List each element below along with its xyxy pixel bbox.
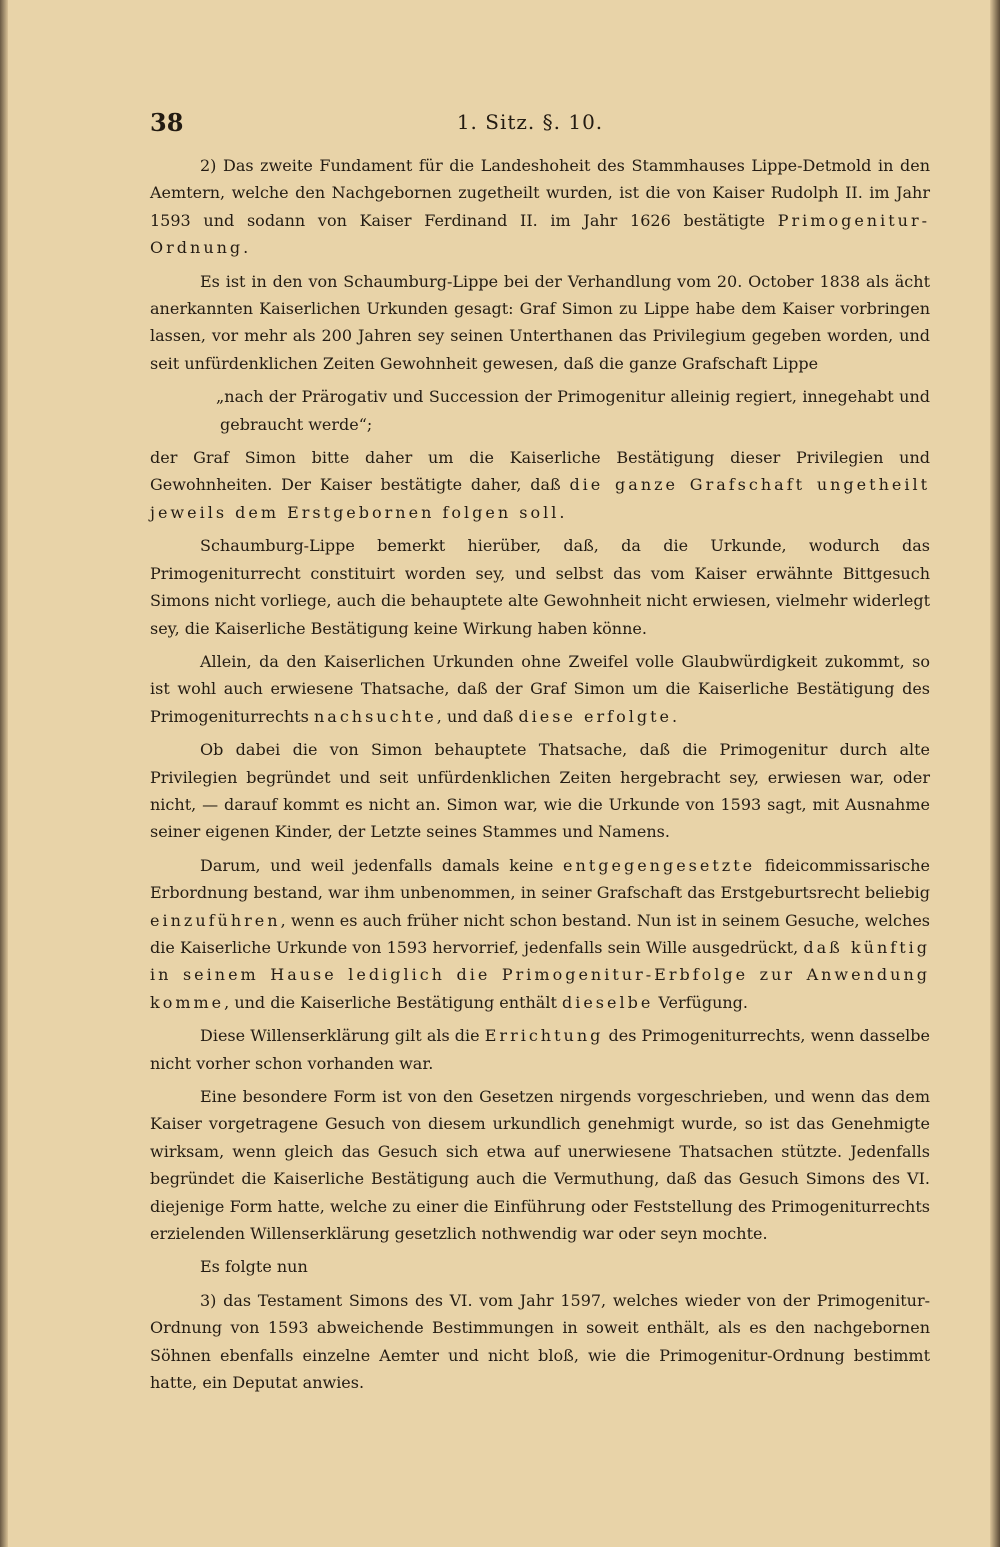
spaced-emphasis: Primogenitur-Ordnung [150,210,930,258]
text-segment: der Graf Simon bitte daher um die Kaiserliche Bestätigung dieser Privilegien und Gewohnheiten. Der Kaiser bestätigte daher, daß [150,448,930,495]
text-segment: 2) Das zweite Fundament für die Landeshoheit des Stammhauses Lippe-Detmold in den Aemtern, welche den Nachgebornen zugetheilt wurden, ist die von Kaiser Rudolph II. im Jahr 1593 und sodann von Kaiser Ferdinand II. im Jahr 1626 bestätigte [150,156,930,230]
spaced-emphasis: einzuführen [150,910,281,930]
text-segment: . [559,502,565,522]
spaced-emphasis: entgegengesetzte [563,855,756,875]
spaced-emphasis: nachsuchte [313,706,437,726]
paragraph-2 [150,268,930,378]
body-text [150,152,930,1402]
paragraph-9 [150,1022,930,1077]
spaced-emphasis: diese erfolgte [518,706,672,726]
spaced-emphasis: dieselbe [561,992,654,1012]
text-segment: Es ist in den von Schaumburg-Lippe bei der Verhandlung vom 20. October 1838 als ächt anerkannten Kaiserlichen Urkunden gesagt: Graf Simon zu Lippe habe dem Kaiser vorbringen lassen, vor mehr als 200 Jahren sey seinen Unterthanen das Privilegium gegeben worden, und seit unfürdenklichen Zeiten Gewohnheit gewesen, daß die ganze Grafschaft Lippe [150,271,930,373]
page-number: 38 [150,108,184,137]
text-segment: Es folgte nun [200,1257,308,1277]
paragraph-12 [150,1287,930,1397]
paragraph-11 [150,1253,930,1280]
page-header [150,108,930,144]
paragraph-4 [150,444,930,526]
text-segment: Schaumburg-Lippe bemerkt hierüber, daß, da die Urkunde, wodurch das Primogeniturrecht constituirt worden sey, und selbst das vom Kaiser erwähnte Bittgesuch Simons nicht vorliege, auch die behauptete alte Gewohnheit nicht erwiesen, vielmehr widerlegt sey, die Kaiserliche Bestätigung keine Wirkung haben könne. [150,536,930,638]
text-segment: 3) das Testament Simons des VI. vom Jahr 1597, welches wieder von der Primogenitur-Ordnung von 1593 abweichende Bestimmungen in soweit enthält, als es den nachgebornen Söhnen ebenfalls einzelne Aemter und nicht bloß, wie die Primogenitur-Ordnung bestimmt hatte, ein Deputat anwies. [150,1290,930,1393]
text-segment: , wenn es auch früher nicht schon bestand. Nun ist in seinem Gesuche, welches die Kaiserliche Urkunde von 1593 hervorrief, jedenfalls sein Wille ausgedrückt, [150,910,930,957]
text-segment: des Primogeniturrechts, wenn dasselbe nicht vorher schon vorhanden war. [150,1026,931,1073]
text-segment: . [671,706,678,726]
spaced-emphasis: Errichtung [484,1026,604,1046]
text-segment: . [243,238,249,258]
text-segment: Allein, da den Kaiserlichen Urkunden ohne Zweifel volle Glaubwürdigkeit zukommt, so ist wohl auch erwiesene Thatsache, daß der Graf Simon um die Kaiserliche Bestätigung des Primogeniturrechts [150,651,930,726]
text-segment: Verfügung. [653,992,749,1012]
text-segment: Eine besondere Form ist von den Gesetzen nirgends vorgeschrieben, und wenn das dem Kaiser vorgetragene Gesuch von diesem urkundlich genehmigt wurde, so ist das Genehmigte wirksam, wenn gleich das Gesuch sich etwa auf unerwiesene Thatsachen stützte. Jedenfalls begründet die Kaiserliche Bestätigung auch die Vermuthung, daß das Gesuch Simons des VI. diejenige Form hatte, welche zu einer die Einführung oder Feststellung des Primogeniturrechts erzielenden Willenserklärung gesetzlich nothwendig war oder seyn mochte. [150,1087,930,1244]
paragraph-7 [150,736,930,846]
paragraph-8 [150,852,930,1016]
page-edge-left [0,0,8,1547]
paragraph-10 [150,1083,930,1247]
text-segment: „nach der Prärogativ und Succession der Primogenitur alleinig regiert, innegehabt und gebraucht werde“; [216,387,930,434]
spaced-emphasis: daß künftig in seinem Hause lediglich die Primogenitur-Erbfolge zur Anwendung komme [150,937,931,1012]
text-segment: fideicommissarische Erbordnung bestand, war ihm unbenommen, in seiner Grafschaft das Erstgeburtsrecht beliebig [150,855,930,903]
running-head: 1. Sitz. §. 10. [456,110,604,134]
block-quote [150,383,930,438]
text-segment: Diese Willenserklärung gilt als die [200,1026,485,1046]
text-segment: Ob dabei die von Simon behauptete Thatsache, daß die Primogenitur durch alte Privilegien begründet und seit unfürdenklichen Zeiten hergebracht sey, erwiesen war, oder nicht, — darauf kommt es nicht an. Simon war, wie die Urkunde von 1593 sagt, mit Ausnahme seiner eigenen Kinder, der Letzte seines Stammes und Namens. [150,740,930,842]
page-edge-right [990,0,1000,1547]
text-segment: , und daß [436,706,519,726]
paragraph-1 [150,152,930,262]
text-segment: , und die Kaiserliche Bestätigung enthält [224,992,562,1012]
text-segment: Darum, und weil jedenfalls damals keine [200,855,564,875]
spaced-emphasis: die ganze Grafschaft ungetheilt jeweils dem Erstgebornen folgen soll [150,475,931,522]
paragraph-5 [150,532,930,642]
paragraph-6 [150,648,930,730]
